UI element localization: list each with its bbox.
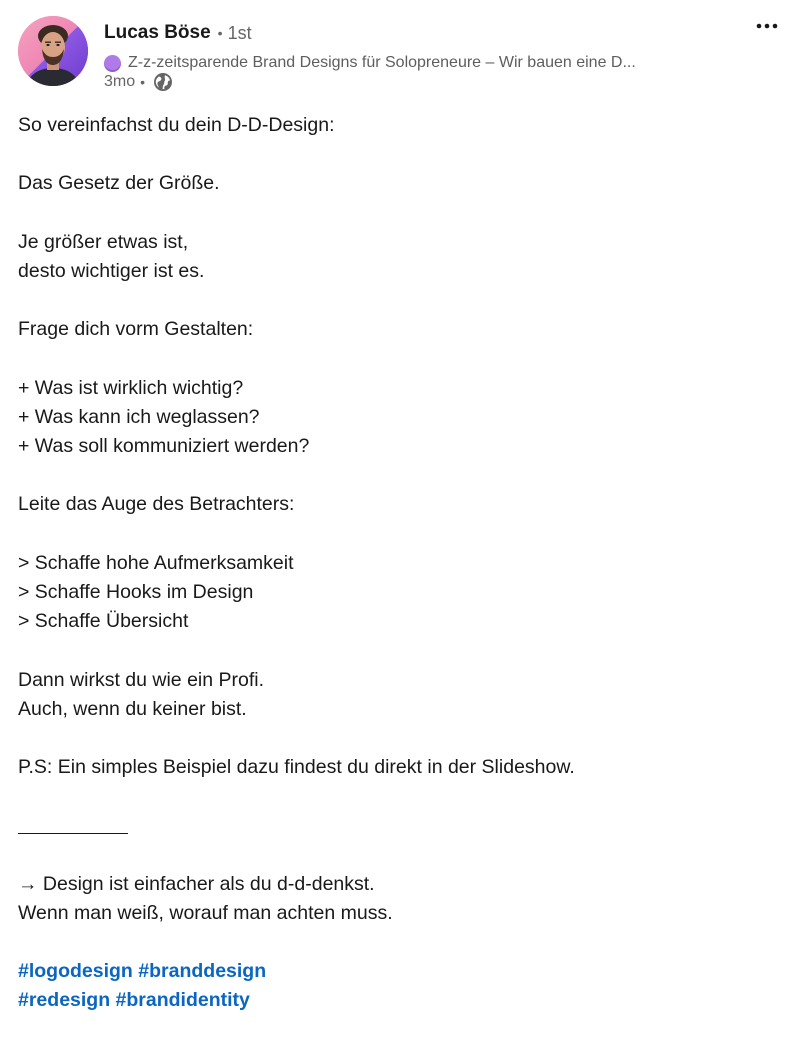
post-text-line: P.S: Ein simples Beispiel dazu findest du direkt in der Slideshow. — [18, 756, 575, 779]
author-line — [104, 20, 252, 46]
list-item: + Was kann ich weglassen? — [18, 405, 260, 428]
hashtag-line — [18, 957, 782, 986]
post-text-line: Je größer etwas ist, — [18, 230, 189, 253]
author-headline — [104, 54, 636, 72]
purple-circle-icon — [104, 55, 121, 72]
post-text-line: Auch, wenn du keiner bist. — [18, 697, 247, 720]
post-text-line: → Design ist einfacher als du d-d-denkst. — [18, 872, 375, 895]
more-options-button[interactable] — [752, 16, 782, 36]
post-header — [18, 16, 782, 92]
list-item: > Schaffe Übersicht — [18, 610, 189, 633]
avatar-photo — [18, 16, 88, 86]
author-name[interactable]: Lucas Böse — [104, 22, 211, 43]
hashtag-link[interactable]: #logodesign — [18, 960, 133, 983]
hashtag-line — [18, 986, 782, 1015]
avatar[interactable] — [18, 16, 88, 86]
post-text-line: Das Gesetz der Größe. — [18, 172, 220, 195]
author-headline-text: Z-z-zeitsparende Brand Designs für Solopreneure – Wir bauen eine D... — [128, 54, 636, 71]
post-text-line: Wenn man weiß, worauf man achten muss. — [18, 901, 393, 924]
post-time: 3mo — [104, 73, 136, 90]
hashtag-link[interactable]: #branddesign — [138, 960, 267, 983]
post-text-line: So vereinfachst du dein D-D-Design: — [18, 114, 335, 136]
globe-icon — [153, 72, 173, 92]
list-item: > Schaffe Hooks im Design — [18, 581, 254, 603]
post-body — [18, 111, 782, 1016]
ellipsis-icon — [756, 23, 778, 29]
post-text-line: Dann wirkst du wie ein Profi. — [18, 668, 265, 691]
list-item: + Was soll kommuniziert werden? — [18, 435, 310, 458]
separator-dot: • — [217, 25, 223, 41]
list-item: + Was ist wirklich wichtig? — [18, 376, 244, 399]
list-item: > Schaffe hohe Aufmerksamkeit — [18, 551, 294, 574]
separator-dot: • — [140, 74, 146, 90]
post-text-line: Frage dich vorm Gestalten: — [18, 318, 254, 341]
post-meta — [104, 71, 173, 93]
post-text-line: desto wichtiger ist es. — [18, 259, 205, 282]
hashtag-link[interactable]: #redesign — [18, 989, 111, 1012]
post-text-line: Leite das Auge des Betrachters: — [18, 493, 295, 516]
hashtag-link[interactable]: #brandidentity — [115, 989, 250, 1012]
text-divider — [18, 833, 128, 834]
connection-degree: 1st — [227, 22, 252, 43]
